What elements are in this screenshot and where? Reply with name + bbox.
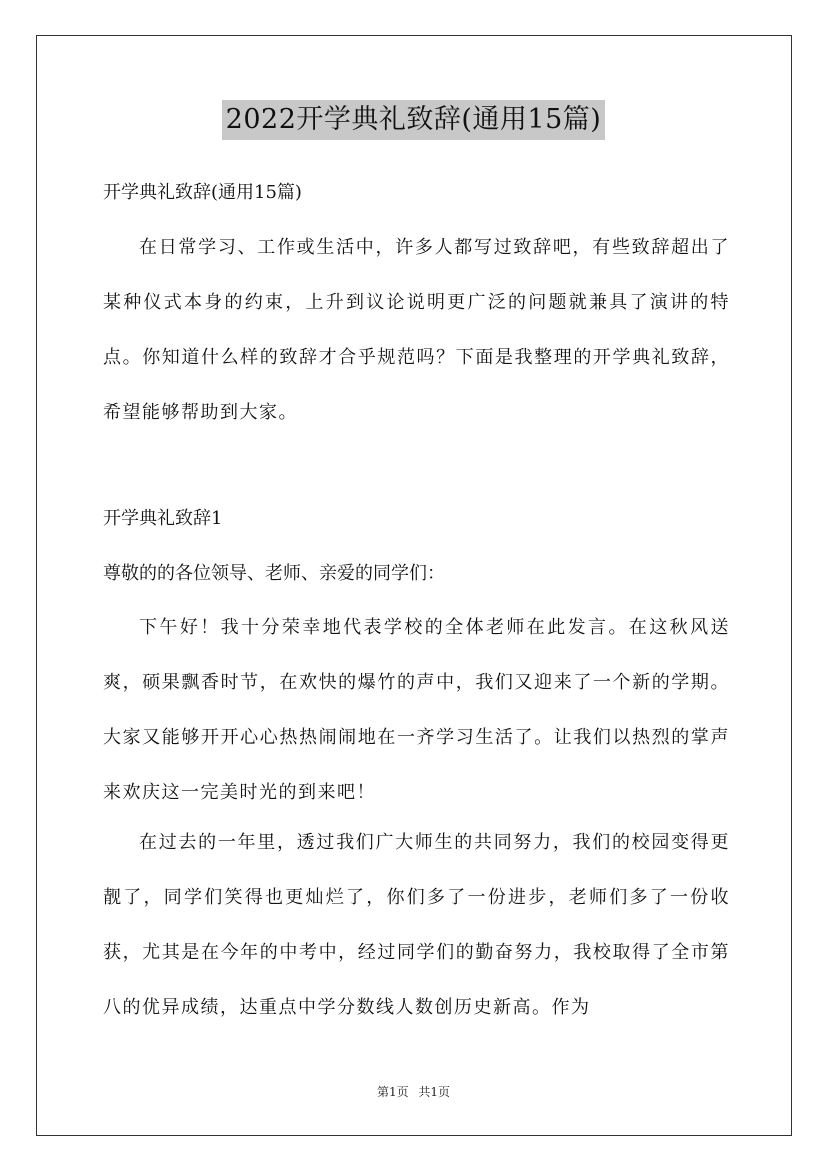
page-total: 共1页 — [418, 1085, 451, 1099]
body-paragraph-2: 在过去的一年里，透过我们广大师生的共同努力，我们的校园变得更靓了，同学们笑得也更灿烂了，你们多了一份进步，老师们多了一份收获，尤其是在今年的中考中，经过同学们的勤奋努力，我校取得了全市第八的优异成绩，达重点中学分数线人数创历史新高。作为 — [103, 832, 730, 1018]
document-title: 2022开学典礼致辞(通用15篇) — [222, 100, 606, 140]
intro-paragraph: 在日常学习、工作或生活中，许多人都写过致辞吧，有些致辞超出了某种仪式本身的约束，上升到议论说明更广泛的问题就兼具了演讲的特点。你知道什么样的致辞才合乎规范吗？下面是我整理的开学典礼致辞，希望能够帮助到大家。 — [103, 237, 730, 423]
page-footer — [0, 1084, 827, 1100]
salutation: 尊敬的的各位领导、老师、亲爱的同学们： — [103, 563, 445, 584]
document-subtitle: 开学典礼致辞(通用15篇) — [103, 182, 302, 203]
title-wrap — [0, 100, 827, 140]
page-number: 第1页 — [376, 1085, 409, 1099]
section-heading: 开学典礼致辞1 — [103, 508, 223, 529]
body-paragraph-1: 下午好！我十分荣幸地代表学校的全体老师在此发言。在这秋风送爽，硕果飘香时节，在欢快的爆竹的声中，我们又迎来了一个新的学期。大家又能够开开心心热热闹闹地在一齐学习生活了。让我们以热烈的掌声来欢庆这一完美时光的到来吧！ — [103, 617, 730, 803]
